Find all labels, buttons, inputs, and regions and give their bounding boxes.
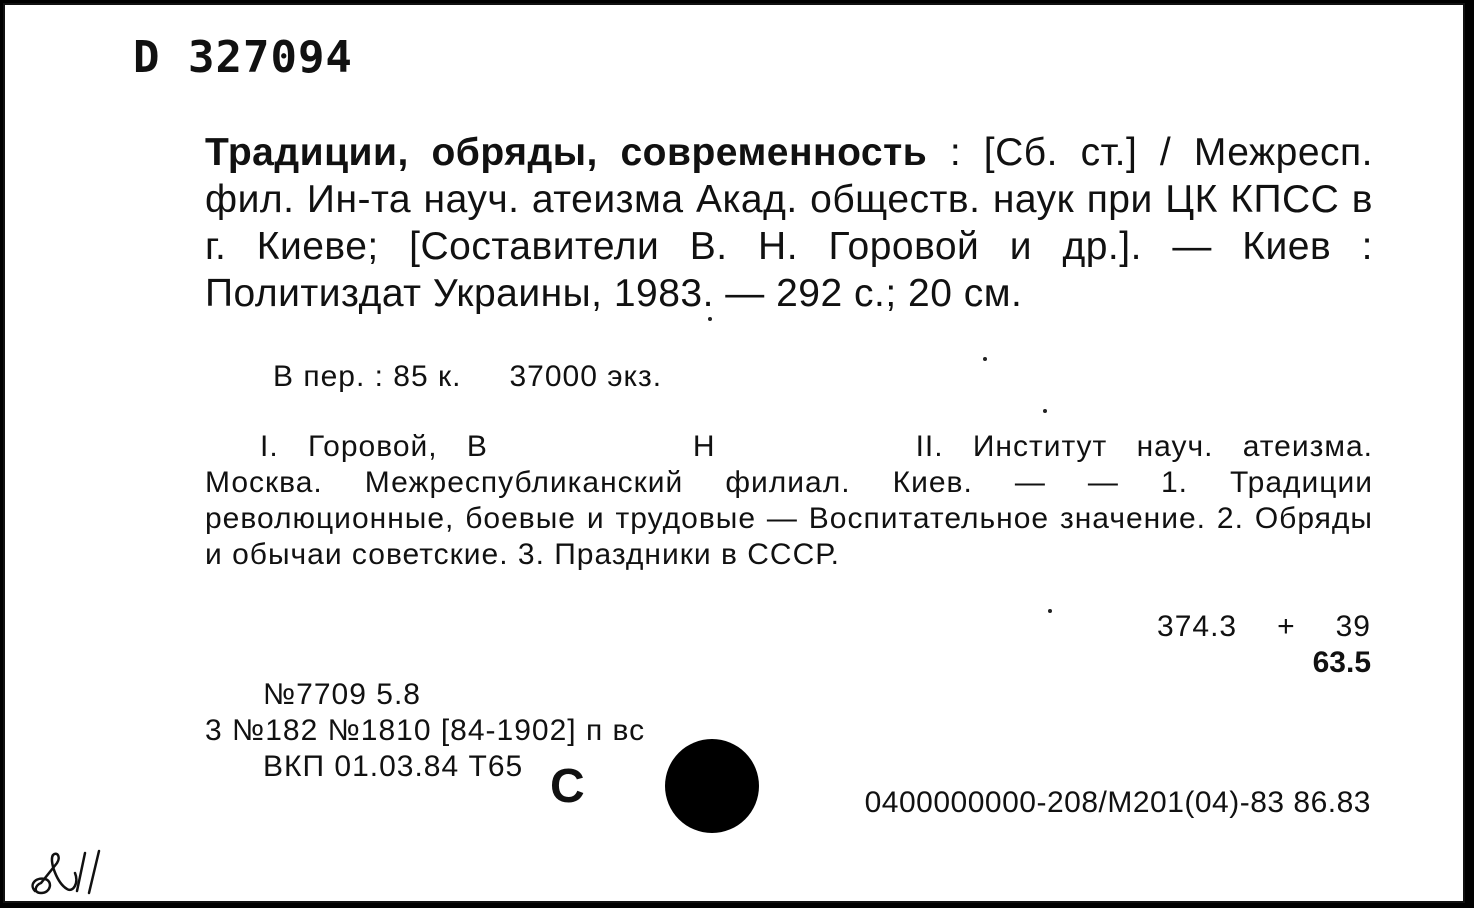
- book-title: Традиции, обряды, современность: [205, 131, 928, 174]
- tracings: [205, 429, 1373, 573]
- order-line: 3 №182 №1810 [84-1902] п вс: [205, 714, 646, 747]
- handwritten-mark: [27, 833, 107, 903]
- tracing-author: I. Горовой, В: [260, 430, 488, 463]
- classification-number: [1157, 609, 1371, 645]
- binding-line: [273, 359, 662, 395]
- main-entry: [205, 129, 1373, 317]
- udc-number: 374.3: [1157, 610, 1238, 643]
- order-line: ВКП 01.03.84 Т65: [263, 750, 524, 783]
- copies-text: 37000 экз.: [509, 360, 663, 393]
- plus-sign: +: [1277, 610, 1296, 643]
- tracing-subjects: II. Институт науч. атеизма. Москва. Межреспубликанский филиал. Киев. — — 1. Традиции революционные, боевые и трудовые — Воспитательное значение. 2. Обряды и обычаи советские. 3. Праздники в СССР.: [205, 430, 1373, 571]
- tracing-initial: Н: [692, 430, 716, 463]
- order-line: №7709 5.8: [263, 678, 421, 711]
- price-text: В пер. : 85 к.: [273, 360, 462, 393]
- bbk-number: 39: [1335, 610, 1371, 643]
- code-line: 0400000000-208/М201(04)-83 86.83: [864, 786, 1371, 819]
- catalog-card: [3, 3, 1465, 903]
- bibliographic-description: : [Сб. ст.] / Межресп. фил. Ин-та науч. атеизма Акад. обществ. наук при ЦК КПСС в г. Киеве; [Составители В. Н. Горовой и др.]. — Киев : Политиздат Украины, 1983. — 292 с.; 20 см.: [205, 131, 1373, 315]
- author-mark: 63.5: [1312, 646, 1371, 679]
- stamp-letter: С: [550, 760, 585, 813]
- call-number: D 327094: [133, 32, 353, 83]
- punch-hole: [665, 739, 759, 833]
